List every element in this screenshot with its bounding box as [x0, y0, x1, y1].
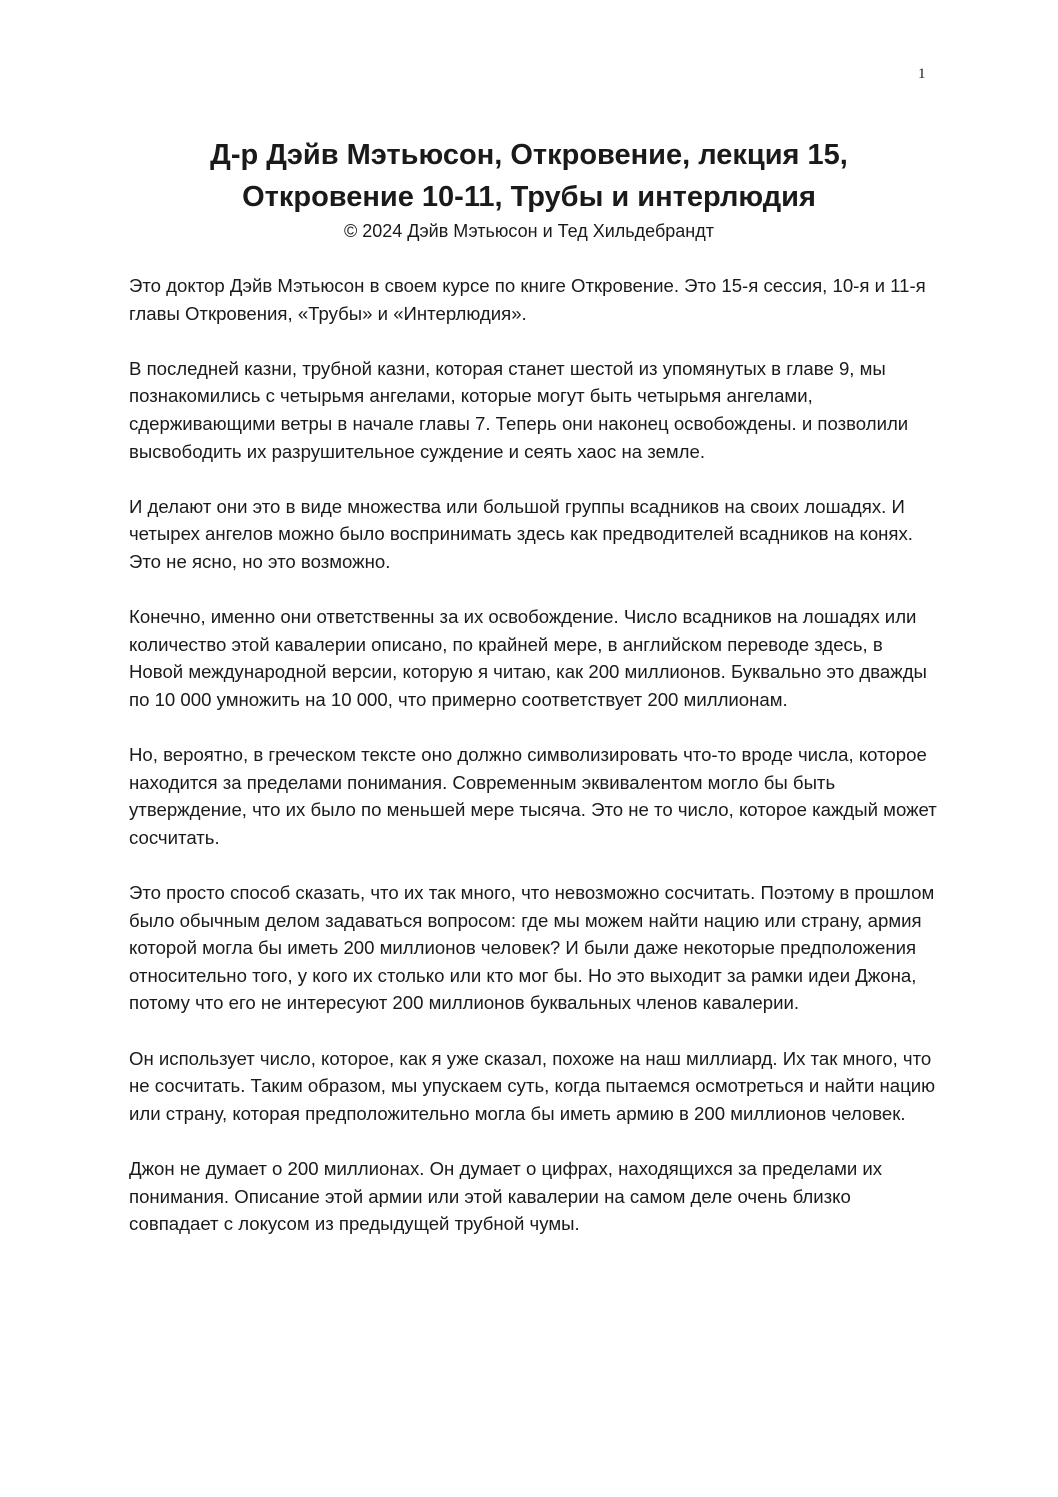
body-text: [129, 272, 939, 1265]
page-title-line-2: Откровение 10-11, Трубы и интерлюдия: [242, 181, 816, 213]
paragraph-6: Это просто способ сказать, что их так много, что невозможно сосчитать. Поэтому в прошлом было обычным делом задаваться вопросом: где мы можем найти нацию или страну, армия которой могла бы иметь 200 миллионов человек? И были даже некоторые предположения относительно того, у кого их столько или кто мог бы. Но это выходит за рамки идеи Джона, потому что его не интересуют 200 миллионов буквальных членов кавалерии.: [129, 882, 935, 1014]
paragraph-8: Джон не думает о 200 миллионах. Он думает о цифрах, находящихся за пределами их понимания. Описание этой армии или этой кавалерии на самом деле очень близко совпадает с локусом из предыдущей трубной чумы.: [129, 1158, 883, 1235]
copyright-line: © 2024 Дэйв Мэтьюсон и Тед Хильдебрандт: [344, 221, 714, 241]
paragraph-4: Конечно, именно они ответственны за их освобождение. Число всадников на лошадях или количество этой кавалерии описано, по крайней мере, в английском переводе здесь, в Новой международной версии, которую я читаю, как 200 миллионов. Буквально это дважды по 10 000 умножить на 10 000, что примерно соответствует 200 миллионам.: [129, 606, 927, 710]
paragraph-1: Это доктор Дэйв Мэтьюсон в своем курсе по книге Откровение. Это 15-я сессия, 10-я и 11-я главы Откровения, «Трубы» и «Интерлюдия».: [129, 275, 926, 324]
page-title-line-1: Д-р Дэйв Мэтьюсон, Откровение, лекция 15,: [210, 139, 848, 171]
paragraph-5: Но, вероятно, в греческом тексте оно должно символизировать что-то вроде числа, которое находится за пределами понимания. Современным эквивалентом могло бы быть утверждение, что их было по меньшей мере тысяча. Это не то число, которое каждый может сосчитать.: [129, 744, 937, 848]
paragraph-7: Он использует число, которое, как я уже сказал, похоже на наш миллиард. Их так много, что не сосчитать. Таким образом, мы упускаем суть, когда пытаемся осмотреться и найти нацию или страну, которая предположительно могла бы иметь армию в 200 миллионов человек.: [129, 1047, 936, 1124]
page-number: 1: [918, 66, 926, 82]
title-block: [60, 134, 998, 244]
paragraph-2: В последней казни, трубной казни, которая станет шестой из упомянутых в главе 9, мы познакомились с четырьмя ангелами, которые могут быть четырьмя ангелами, сдерживающими ветры в начале главы 7. Теперь они наконец освобождены. и позволили высвободить их разрушительное суждение и сеять хаос на земле.: [129, 357, 909, 462]
paragraph-3: И делают они это в виде множества или большой группы всадников на своих лошадях. И четырех ангелов можно было воспринимать здесь как предводителей всадников на конях. Это не ясно, но это возможно.: [129, 495, 913, 572]
